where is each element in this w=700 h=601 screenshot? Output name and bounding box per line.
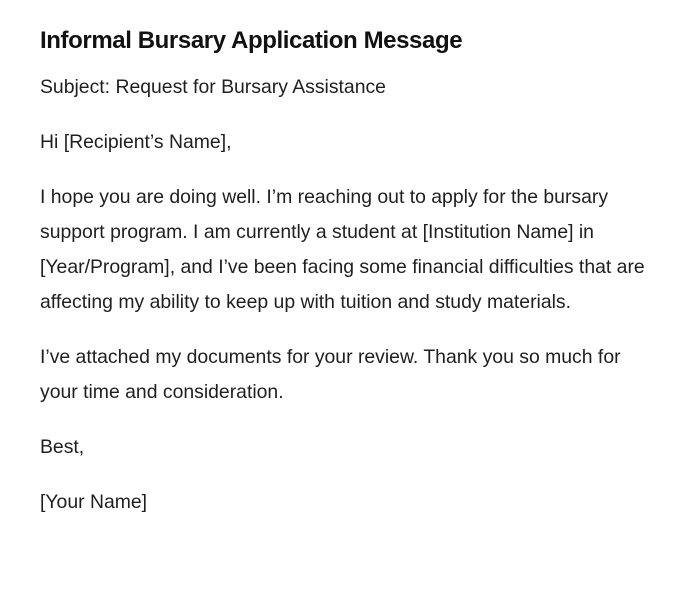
closing: Best, bbox=[40, 436, 85, 458]
body-paragraph-1: I hope you are doing well. I’m reaching out to apply for the bursary support program. I am currently a student at [Institution Name] in [Year/Program], and I’ve been facing some financial difficulties that are affecting my ability to keep up with tuition and study materials. bbox=[40, 186, 645, 313]
signature: [Your Name] bbox=[40, 491, 148, 513]
subject-line: Subject: Request for Bursary Assistance bbox=[40, 76, 386, 98]
greeting: Hi [Recipient’s Name], bbox=[40, 131, 232, 153]
document-title: Informal Bursary Application Message bbox=[40, 27, 463, 54]
body-paragraph-2: I’ve attached my documents for your review. Thank you so much for your time and consideration. bbox=[40, 346, 621, 403]
